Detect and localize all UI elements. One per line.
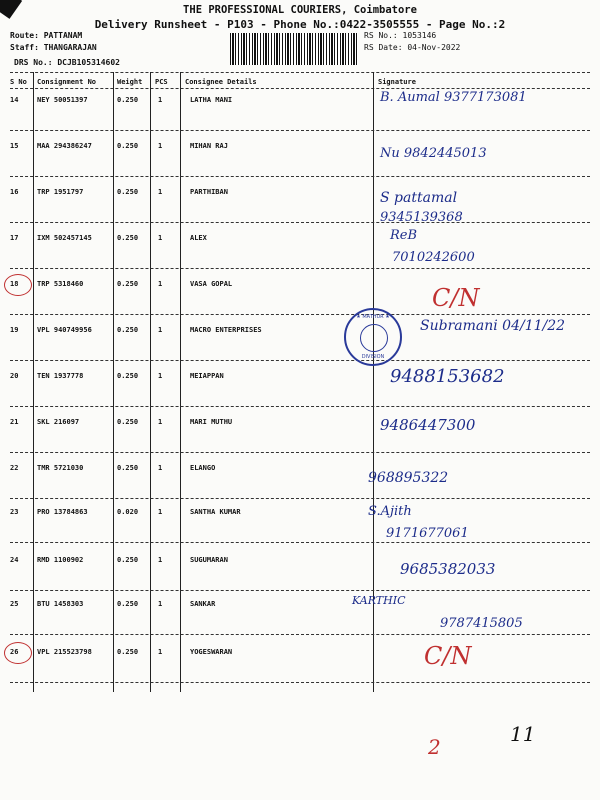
col-signature: Signature — [378, 78, 416, 86]
footer-mark: 11 — [510, 722, 536, 746]
staff-label: Staff: THANGARAJAN — [10, 43, 97, 52]
row-consignment-no: TMR 5721030 — [37, 464, 84, 472]
courier-stamp: ★ MATHUR ★ DIVISION — [344, 308, 402, 366]
row-consignee: ALEX — [190, 234, 207, 242]
row-separator — [10, 542, 590, 543]
row-weight: 0.250 — [117, 326, 139, 334]
col-weight: Weight — [117, 78, 143, 86]
route-label: Route: PATTANAM — [10, 31, 83, 40]
row-separator — [10, 452, 590, 453]
row-consignment-no: BTU 1458303 — [37, 600, 84, 608]
row-pcs: 1 — [158, 96, 163, 104]
row-consignee: ELANGO — [190, 464, 216, 472]
row-sno: 22 — [10, 464, 19, 472]
column-divider — [33, 72, 34, 692]
row-separator — [10, 682, 590, 683]
row-separator — [10, 176, 590, 177]
row-sno: 20 — [10, 372, 19, 380]
row-consignment-no: TRP 5318460 — [37, 280, 84, 288]
red-circle-mark — [4, 642, 32, 664]
row-consignment-no: NEY 50051397 — [37, 96, 88, 104]
row-pcs: 1 — [158, 142, 163, 150]
row-sno: 16 — [10, 188, 19, 196]
row-consignee: YOGESWARAN — [190, 648, 233, 656]
handwritten-signature: 968895322 — [368, 470, 449, 486]
row-consignee: VASA GOPAL — [190, 280, 233, 288]
row-pcs: 1 — [158, 234, 163, 242]
row-separator — [10, 314, 590, 315]
handwritten-signature: C/N — [432, 284, 480, 312]
barcode — [230, 33, 358, 65]
row-consignee: LATHA MANI — [190, 96, 233, 104]
row-consignee: MEIAPPAN — [190, 372, 224, 380]
handwritten-signature: 9685382033 — [400, 560, 496, 578]
row-consignment-no: TRP 1951797 — [37, 188, 84, 196]
column-divider — [113, 72, 114, 692]
drs-label: DRS No.: DCJB105314602 — [14, 58, 120, 67]
row-sno: 26 — [10, 648, 19, 656]
row-weight: 0.250 — [117, 188, 139, 196]
row-separator — [10, 130, 590, 131]
row-consignee: SUGUMARAN — [190, 556, 228, 564]
row-pcs: 1 — [158, 372, 163, 380]
col-consignee: Consignee Details — [185, 78, 257, 86]
row-separator — [10, 406, 590, 407]
row-pcs: 1 — [158, 600, 163, 608]
row-pcs: 1 — [158, 648, 163, 656]
row-separator — [10, 268, 590, 269]
row-pcs: 1 — [158, 188, 163, 196]
handwritten-signature: C/N — [424, 642, 472, 670]
handwritten-phone: 9171677061 — [386, 526, 469, 541]
row-weight: 0.250 — [117, 142, 139, 150]
row-sno: 15 — [10, 142, 19, 150]
row-consignment-no: PRO 13784863 — [37, 508, 88, 516]
row-consignee: SANKAR — [190, 600, 216, 608]
rs-number: RS No.: 1053146 — [364, 31, 437, 40]
col-consignment: Consignment No — [37, 78, 97, 86]
row-sno: 24 — [10, 556, 19, 564]
handwritten-signature: S.Ajith — [368, 504, 412, 519]
row-weight: 0.250 — [117, 648, 139, 656]
row-weight: 0.250 — [117, 234, 139, 242]
col-sno: S No — [10, 78, 27, 86]
row-pcs: 1 — [158, 418, 163, 426]
handwritten-signature: 9488153682 — [390, 366, 505, 387]
row-consignee: MACRO ENTERPRISES — [190, 326, 262, 334]
column-divider — [180, 72, 181, 692]
handwritten-signature: Subramani 04/11/22 — [420, 318, 566, 334]
row-weight: 0.250 — [117, 464, 139, 472]
row-consignee: PARTHIBAN — [190, 188, 228, 196]
row-pcs: 1 — [158, 464, 163, 472]
row-weight: 0.250 — [117, 600, 139, 608]
handwritten-signature: B. Aumal 9377173081 — [380, 90, 527, 105]
handwritten-phone: 9345139368 — [380, 210, 463, 225]
rs-date: RS Date: 04-Nov-2022 — [364, 43, 461, 52]
row-separator — [10, 222, 590, 223]
row-sno: 17 — [10, 234, 19, 242]
row-consignment-no: MAA 294386247 — [37, 142, 92, 150]
row-weight: 0.020 — [117, 508, 139, 516]
handwritten-signature: Nu 9842445013 — [380, 146, 487, 161]
row-weight: 0.250 — [117, 96, 139, 104]
row-consignment-no: IXM 502457145 — [37, 234, 92, 242]
row-consignment-no: TEN 1937778 — [37, 372, 84, 380]
row-pcs: 1 — [158, 508, 163, 516]
row-sno: 25 — [10, 600, 19, 608]
row-separator — [10, 360, 590, 361]
header-bottom-rule — [10, 88, 590, 89]
row-pcs: 1 — [158, 326, 163, 334]
header-top-rule — [10, 72, 590, 73]
row-separator — [10, 634, 590, 635]
handwritten-signature: ReB — [390, 228, 418, 243]
row-sno: 21 — [10, 418, 19, 426]
row-consignee: MARI MUTHU — [190, 418, 233, 426]
page-title: THE PROFESSIONAL COURIERS, Coimbatore — [183, 4, 417, 16]
row-weight: 0.250 — [117, 372, 139, 380]
runsheet-subtitle: Delivery Runsheet - P103 - Phone No.:0422-3505555 - Page No.:2 — [94, 18, 506, 31]
row-consignment-no: VPL 940749956 — [37, 326, 92, 334]
handwritten-phone: 9787415805 — [440, 616, 523, 631]
handwritten-signature: KARTHIC — [352, 594, 406, 607]
row-weight: 0.250 — [117, 418, 139, 426]
row-consignment-no: SKL 216097 — [37, 418, 80, 426]
row-sno: 14 — [10, 96, 19, 104]
row-sno: 18 — [10, 280, 19, 288]
row-sno: 19 — [10, 326, 19, 334]
handwritten-signature: S pattamal — [380, 190, 458, 206]
row-consignee: SANTHA KUMAR — [190, 508, 241, 516]
col-pcs: PCS — [155, 78, 168, 86]
row-consignment-no: VPL 215523798 — [37, 648, 92, 656]
row-weight: 0.250 — [117, 280, 139, 288]
row-pcs: 1 — [158, 280, 163, 288]
footer-mark: 2 — [428, 735, 441, 759]
row-weight: 0.250 — [117, 556, 139, 564]
row-separator — [10, 498, 590, 499]
row-separator — [10, 590, 590, 591]
handwritten-signature: 9486447300 — [380, 416, 476, 434]
row-consignment-no: RMD 1100902 — [37, 556, 84, 564]
column-divider — [150, 72, 151, 692]
row-sno: 23 — [10, 508, 19, 516]
red-circle-mark — [4, 274, 32, 296]
row-consignee: MIHAN RAJ — [190, 142, 228, 150]
handwritten-phone: 7010242600 — [392, 250, 475, 265]
row-pcs: 1 — [158, 556, 163, 564]
